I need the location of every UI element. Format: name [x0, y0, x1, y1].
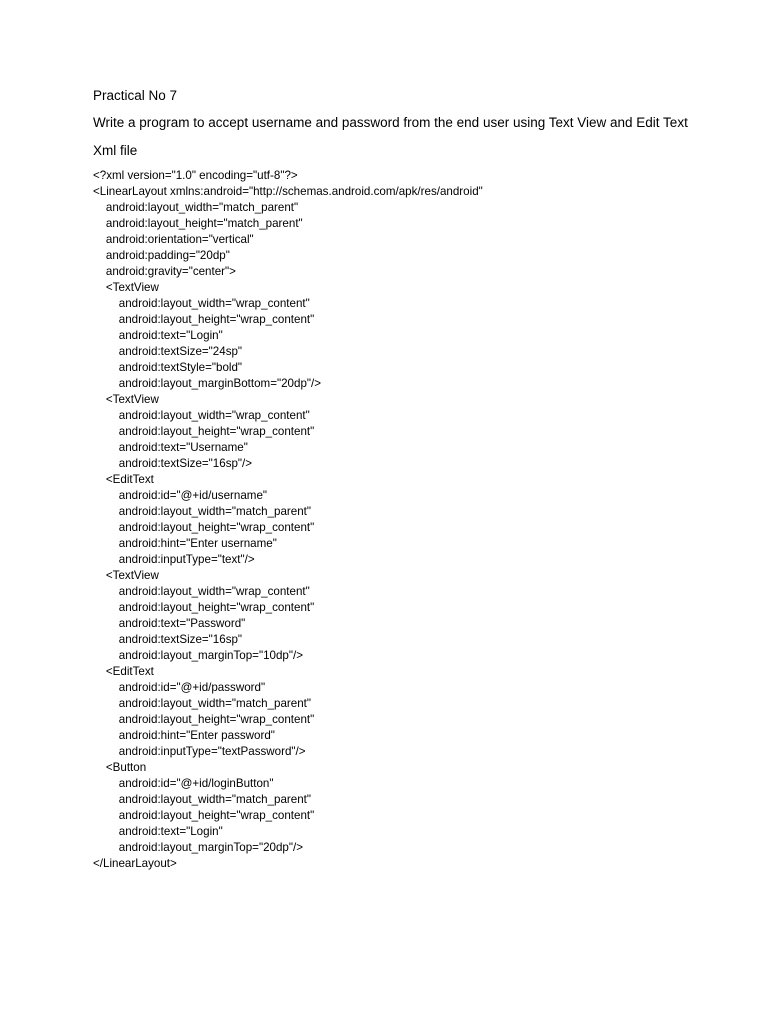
- code-line: android:text="Username": [93, 441, 248, 454]
- code-line: android:id="@+id/username": [93, 489, 268, 502]
- xml-code-block: [93, 168, 483, 872]
- code-line: android:layout_width="match_parent": [93, 201, 299, 214]
- code-line: android:layout_width="wrap_content": [93, 409, 310, 422]
- code-line: <TextView: [93, 393, 159, 406]
- code-line: android:layout_width="wrap_content": [93, 297, 310, 310]
- code-line: android:orientation="vertical": [93, 233, 254, 246]
- code-line: android:layout_height="wrap_content": [93, 601, 315, 614]
- code-line: android:text="Login": [93, 329, 223, 342]
- code-line: android:layout_height="match_parent": [93, 217, 303, 230]
- task-description: Write a program to accept username and password from the end user using Text View and Edit Text: [93, 115, 688, 130]
- code-line: android:textSize="16sp"/>: [93, 457, 253, 470]
- code-line: android:layout_width="wrap_content": [93, 585, 310, 598]
- code-line: android:text="Login": [93, 825, 223, 838]
- code-line: </LinearLayout>: [93, 857, 177, 870]
- code-line: android:text="Password": [93, 617, 246, 630]
- code-line: android:id="@+id/password": [93, 681, 266, 694]
- code-line: android:layout_height="wrap_content": [93, 713, 315, 726]
- code-line: android:layout_marginTop="20dp"/>: [93, 841, 303, 854]
- code-line: <TextView: [93, 569, 159, 582]
- section-subtitle: Xml file: [93, 143, 138, 158]
- code-line: <EditText: [93, 665, 154, 678]
- code-line: android:layout_height="wrap_content": [93, 809, 315, 822]
- code-line: android:layout_width="match_parent": [93, 793, 312, 806]
- code-line: android:inputType="text"/>: [93, 553, 255, 566]
- practical-title: Practical No 7: [93, 88, 178, 103]
- code-line: android:layout_height="wrap_content": [93, 313, 315, 326]
- code-line: <Button: [93, 761, 147, 774]
- code-line: <TextView: [93, 281, 159, 294]
- code-line: android:textSize="24sp": [93, 345, 243, 358]
- code-line: <EditText: [93, 473, 154, 486]
- code-line: android:layout_marginTop="10dp"/>: [93, 649, 303, 662]
- code-line: android:layout_height="wrap_content": [93, 521, 315, 534]
- code-line: android:layout_height="wrap_content": [93, 425, 315, 438]
- code-line: android:hint="Enter username": [93, 537, 277, 550]
- code-line: android:padding="20dp": [93, 249, 230, 262]
- code-line: android:layout_marginBottom="20dp"/>: [93, 377, 322, 390]
- code-line: android:gravity="center">: [93, 265, 236, 278]
- code-line: android:hint="Enter password": [93, 729, 275, 742]
- code-line: <?xml version="1.0" encoding="utf-8"?>: [93, 169, 298, 182]
- code-line: android:textSize="16sp": [93, 633, 243, 646]
- code-line: android:textStyle="bold": [93, 361, 243, 374]
- code-line: <LinearLayout xmlns:android="http://schemas.android.com/apk/res/android": [93, 185, 483, 198]
- code-line: android:id="@+id/loginButton": [93, 777, 274, 790]
- code-line: android:inputType="textPassword"/>: [93, 745, 306, 758]
- code-line: android:layout_width="match_parent": [93, 697, 312, 710]
- code-line: android:layout_width="match_parent": [93, 505, 312, 518]
